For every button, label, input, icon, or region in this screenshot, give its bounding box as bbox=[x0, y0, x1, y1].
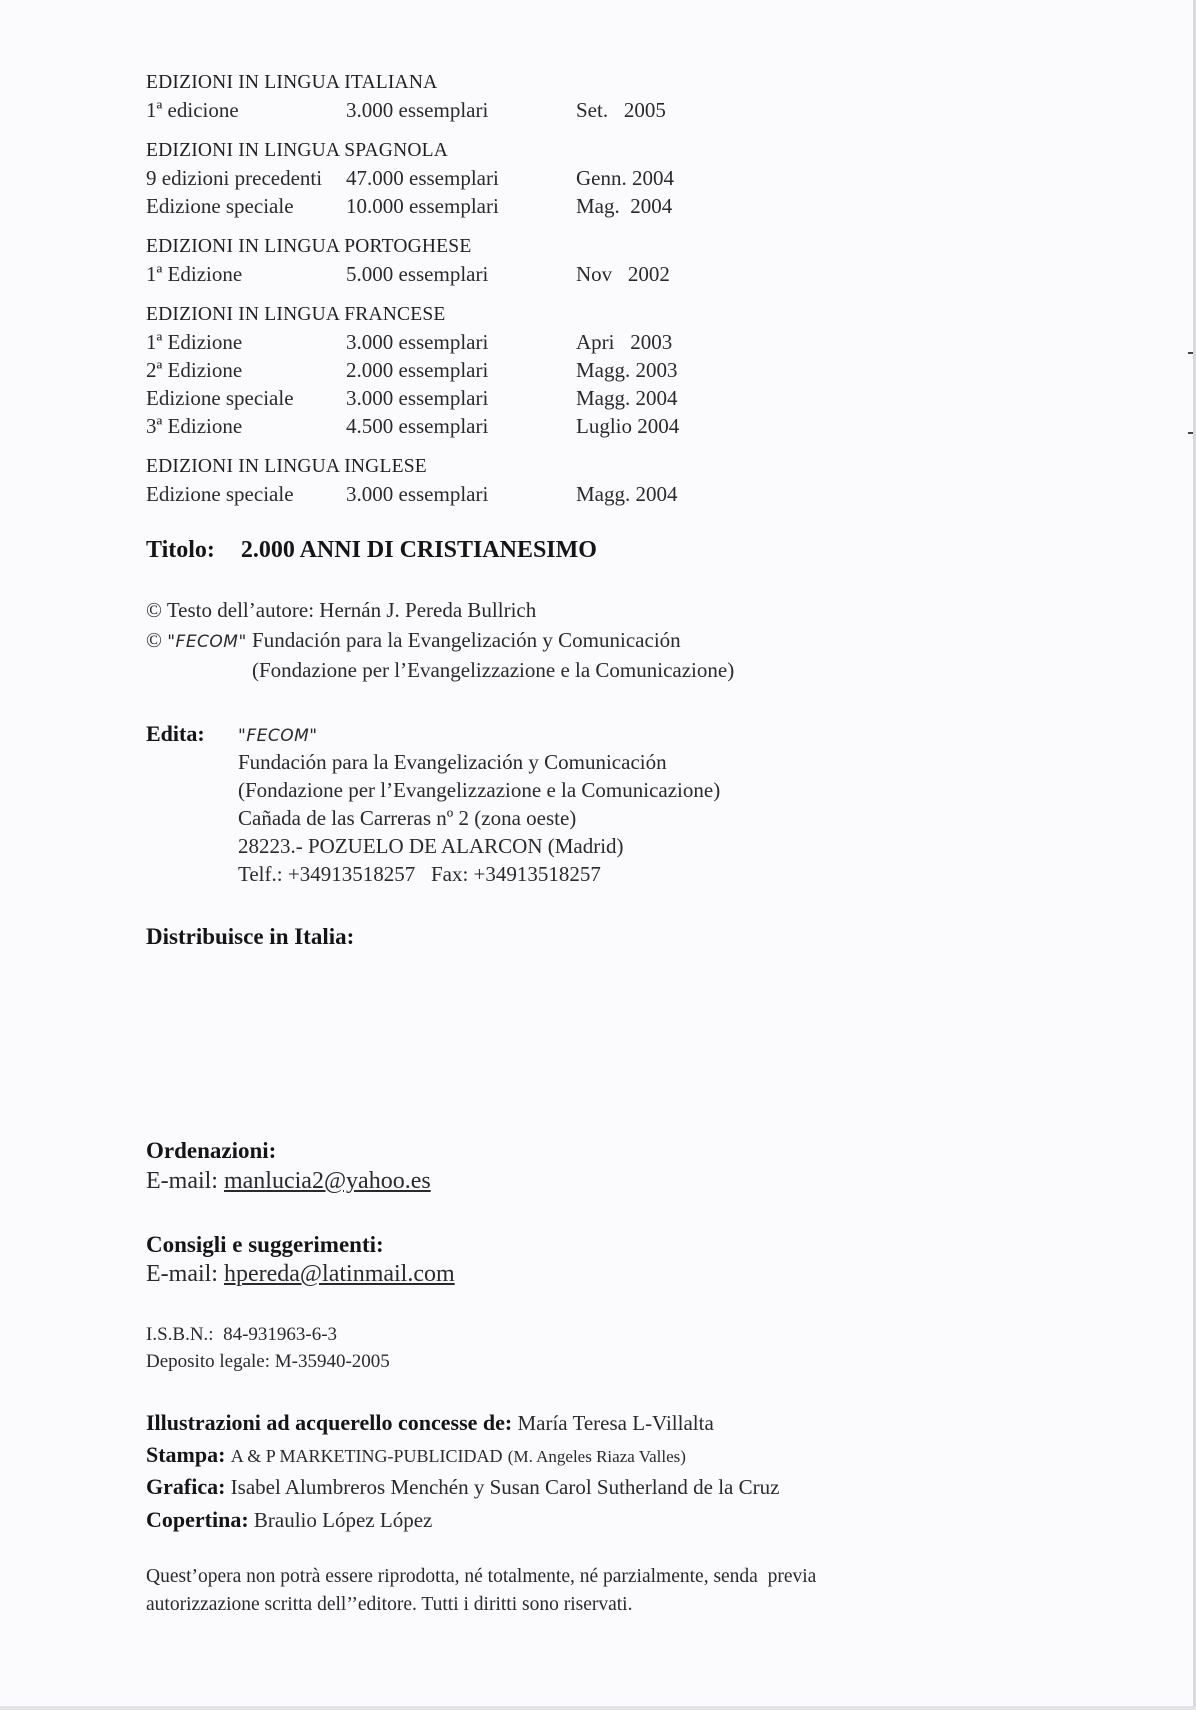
edition-copies: 2.000 essemplari bbox=[346, 358, 489, 382]
edition-group-portuguese bbox=[146, 234, 706, 288]
edition-group-french bbox=[146, 302, 706, 440]
edge-tick-mark bbox=[1188, 352, 1193, 354]
edition-date: Magg. 2003 bbox=[576, 358, 678, 382]
credit-label: Illustrazioni ad acquerello concesse de: bbox=[146, 1410, 513, 1435]
copyright-symbol: © bbox=[146, 628, 162, 652]
edition-date: Set. 2005 bbox=[576, 98, 666, 122]
edition-copies: 47.000 essemplari bbox=[346, 166, 499, 190]
copyright-org-italian: (Fondazione per l’Evangelizzazione e la Comunicazione) bbox=[252, 658, 735, 682]
edition-copies: 3.000 essemplari bbox=[346, 330, 489, 354]
fecom-name: "FECOM" bbox=[167, 632, 247, 652]
edition-copies: 10.000 essemplari bbox=[346, 194, 499, 218]
consigli-email-link[interactable]: hpereda@latinmail.com bbox=[223, 1261, 455, 1287]
edita-name: "FECOM" bbox=[238, 726, 318, 746]
edita-address: Cañada de las Carreras nº 2 (zona oeste) bbox=[238, 806, 577, 830]
edition-name: 9 edizioni precedenti bbox=[146, 166, 323, 190]
edition-name: Edizione speciale bbox=[146, 194, 294, 218]
ordenazioni-email-link[interactable]: manlucia2@yahoo.es bbox=[223, 1168, 431, 1194]
edita-phone: Telf.: +34913518257 Fax: +34913518257 bbox=[238, 862, 601, 886]
edge-tick-mark bbox=[1188, 432, 1193, 434]
edition-date: Magg. 2004 bbox=[576, 386, 678, 410]
credit-note: (M. Angeles Riaza Valles) bbox=[507, 1447, 686, 1466]
edita-label: Edita: bbox=[146, 721, 205, 746]
edition-group-italian bbox=[146, 70, 706, 124]
ordenazioni-email-row bbox=[146, 1168, 431, 1195]
title-value: 2.000 ANNI DI CRISTIANESIMO bbox=[240, 537, 597, 563]
consigli-label: Consigli e suggerimenti: bbox=[146, 1232, 384, 1257]
edition-copies: 3.000 essemplari bbox=[346, 386, 489, 410]
copyright-author: © Testo dell’autore: Hernán J. Pereda Bullrich bbox=[146, 598, 537, 622]
credit-copertina bbox=[146, 1507, 432, 1533]
edition-copies: 5.000 essemplari bbox=[346, 262, 489, 286]
title-label: Titolo: bbox=[146, 537, 215, 563]
credit-value: Braulio López López bbox=[253, 1508, 433, 1532]
edition-row bbox=[146, 96, 706, 124]
edition-name: 1ª Edizione bbox=[146, 330, 243, 354]
credit-value: Isabel Alumbreros Menchén y Susan Carol Sutherland de la Cruz bbox=[230, 1475, 780, 1499]
consigli-email-row bbox=[146, 1261, 455, 1288]
book-title bbox=[146, 537, 597, 564]
credit-illustrations bbox=[146, 1410, 714, 1436]
deposito-legale: Deposito legale: M-35940-2005 bbox=[146, 1351, 390, 1372]
edition-date: Luglio 2004 bbox=[576, 414, 680, 438]
credit-label: Stampa: bbox=[146, 1442, 226, 1467]
credit-label: Copertina: bbox=[146, 1507, 249, 1532]
distribuisce-label: Distribuisce in Italia: bbox=[146, 924, 355, 949]
edition-name: 1ª Edizione bbox=[146, 262, 243, 286]
isbn: I.S.B.N.: 84-931963-6-3 bbox=[146, 1324, 338, 1345]
copyright-org bbox=[146, 626, 681, 656]
edition-group-title: EDIZIONI IN LINGUA FRANCESE bbox=[146, 304, 446, 325]
edition-date: Apri 2003 bbox=[576, 330, 673, 354]
edition-date: Nov 2002 bbox=[576, 262, 670, 286]
ordenazioni-label: Ordenazioni: bbox=[146, 1138, 277, 1163]
credit-grafica bbox=[146, 1474, 779, 1500]
edition-name: 3ª Edizione bbox=[146, 414, 243, 438]
edition-row bbox=[146, 384, 706, 412]
edition-date: Magg. 2004 bbox=[576, 482, 678, 506]
edition-group-title: EDIZIONI IN LINGUA ITALIANA bbox=[146, 72, 438, 93]
credit-value: A & P MARKETING-PUBLICIDAD bbox=[230, 1446, 503, 1466]
email-label: E-mail: bbox=[146, 1168, 218, 1194]
edition-copies: 3.000 essemplari bbox=[346, 482, 489, 506]
edition-row bbox=[146, 412, 706, 440]
edition-date: Genn. 2004 bbox=[576, 166, 674, 190]
edition-group-english bbox=[146, 454, 706, 508]
email-label: E-mail: bbox=[146, 1261, 218, 1287]
edition-row bbox=[146, 356, 706, 384]
edition-row bbox=[146, 192, 706, 220]
edition-name: Edizione speciale bbox=[146, 386, 294, 410]
edition-row bbox=[146, 260, 706, 288]
edition-group-spanish bbox=[146, 138, 706, 220]
edition-row bbox=[146, 480, 706, 508]
edita-line: (Fondazione per l’Evangelizzazione e la Comunicazione) bbox=[238, 778, 721, 802]
edition-row bbox=[146, 164, 706, 192]
copyright-org-line: Fundación para la Evangelización y Comunicación bbox=[252, 628, 681, 652]
edition-row bbox=[146, 328, 706, 356]
edition-name: 2ª Edizione bbox=[146, 358, 243, 382]
credit-label: Grafica: bbox=[146, 1474, 226, 1499]
edition-copies: 3.000 essemplari bbox=[346, 98, 489, 122]
edita-line: Fundación para la Evangelización y Comunicación bbox=[238, 750, 667, 774]
edition-copies: 4.500 essemplari bbox=[346, 414, 489, 438]
credit-stampa bbox=[146, 1442, 686, 1468]
edition-group-title: EDIZIONI IN LINGUA INGLESE bbox=[146, 456, 427, 477]
edition-name: 1ª edicione bbox=[146, 98, 239, 122]
edition-date: Mag. 2004 bbox=[576, 194, 673, 218]
copyright-notice-line: autorizzazione scritta dell’’editore. Tutti i diritti sono riservati. bbox=[146, 1594, 633, 1615]
edita-city: 28223.- POZUELO DE ALARCON (Madrid) bbox=[238, 834, 624, 858]
edition-group-title: EDIZIONI IN LINGUA SPAGNOLA bbox=[146, 140, 449, 161]
copyright-notice-line: Quest’opera non potrà essere riprodotta, né totalmente, né parzialmente, senda previa bbox=[146, 1566, 817, 1587]
editions-list bbox=[146, 70, 706, 508]
credit-value: María Teresa L-Villalta bbox=[517, 1411, 714, 1435]
edition-name: Edizione speciale bbox=[146, 482, 294, 506]
page-edge-bottom bbox=[0, 1706, 1196, 1710]
edition-group-title: EDIZIONI IN LINGUA PORTOGHESE bbox=[146, 236, 472, 257]
